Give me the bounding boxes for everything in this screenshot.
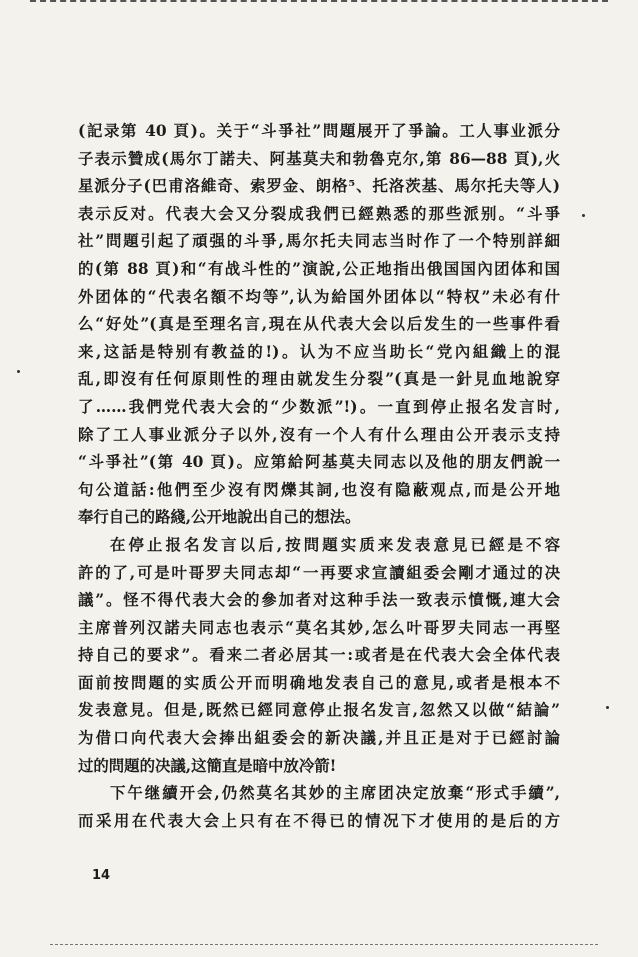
text-line: 的(第 88 頁)和“有战斗性的”演說,公正地指出俄国国內团体和国 [78,259,560,278]
body-text [78,118,560,835]
text-line: 下午继續开会,仍然莫名其妙的主席团决定放棄“形式手續”, [110,784,560,803]
scan-speck [582,214,585,217]
scan-speck [606,706,609,709]
text-line: 而采用在代表大会上只有在不得已的情况下才使用的是后的方 [78,811,560,830]
page-number: 14 [92,868,111,883]
text-line: 发表意見。但是,既然已經同意停止报名发言,忽然又以做“結論” [78,701,560,720]
bottom-border-rule [50,944,598,945]
text-line: 許的了,可是叶哥罗夫同志却“一再要求宣讀組委会剛才通过的决 [78,563,560,582]
text-line: 表示反对。代表大会又分裂成我們已經熟悉的那些派别。“斗爭 [78,204,560,223]
text-line: 句公道話:他們至少沒有閃爍其詞,也沒有隐蔽观点,而是公开地 [78,480,560,499]
text-line: 社”問題引起了頑强的斗爭,馬尔托夫同志当时作了一个特别詳細 [78,232,560,251]
text-line: 持自己的要求”。看来二者必居其一:或者是在代表大会全体代表 [78,646,560,665]
top-border-rule [30,0,608,2]
text-line: 外团体的“代表名額不均等”,认为給国外团体以“特权”未必有什 [78,287,560,306]
text-line: (記录第 40 頁)。关于“斗爭社”問題展开了爭論。工人事业派分 [78,122,560,140]
text-line: 星派分子(巴甫洛維奇、索罗金、朗格⁵、托洛茨基、馬尔托夫等人) [78,177,560,196]
text-line: 过的問題的决議,这簡直是暗中放冷箭! [78,756,337,775]
text-line: 为借口向代表大会捧出組委会的新决議,并且正是对于已經討論 [78,729,560,748]
text-line: 在停止报名发言以后,按問題实质来发表意見已經是不容 [110,535,560,554]
scan-speck [17,370,20,373]
text-line: 乱,即沒有任何原則性的理由就发生分裂”(真是一針見血地說穿 [78,370,560,389]
text-line: 来,这話是特别有教益的!)。认为不应当助长“党內組織上的混 [78,342,560,361]
text-line: 么“好处”(真是至理名言,現在从代表大会以后发生的一些事件看 [78,315,560,334]
text-line: 面前按問題的实质公开而明确地发表自己的意見,或者是根本不 [78,673,560,692]
text-line: “斗爭社”(第 40 頁)。应第給阿基莫夫同志以及他的朋友們說一 [78,453,560,472]
text-line: 了……我們党代表大会的“少数派”!)。一直到停止报名发言时, [78,397,560,416]
text-line: 議”。怪不得代表大会的參加者对这种手法一致表示憤慨,連大会 [78,591,560,610]
text-line: 子表示贊成(馬尔丁諾夫、阿基莫夫和勃魯克尔,第 86—88 頁),火 [78,149,560,168]
text-line: 主席普列汉諾夫同志也表示“莫名其妙,怎么叶哥罗夫同志一再堅 [78,618,560,637]
text-line: 除了工人事业派分子以外,沒有一个人有什么理由公开表示支持 [78,425,560,444]
text-line: 奉行自己的路綫,公开地說出自己的想法。 [78,508,361,527]
